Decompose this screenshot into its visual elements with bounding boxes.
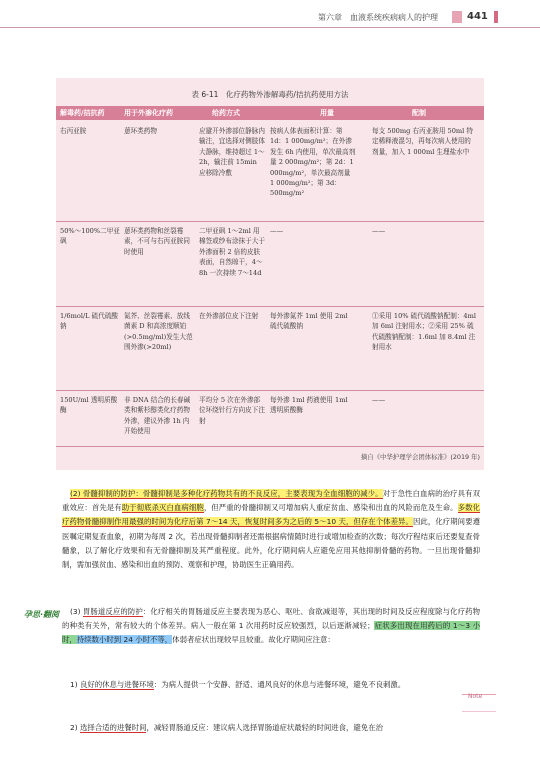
body-text: (3) — [70, 607, 83, 616]
table-source: 摘自《中华护理学会团体标准》(2019 年) — [360, 453, 480, 461]
table-cell: 右丙亚胺 — [60, 127, 87, 135]
table-cell: —— — [372, 396, 386, 404]
highlight-text: 助于彻底杀灭白血病细胞 — [121, 503, 204, 513]
table-cell: 按病人体表面积计算：第 1d：1 000mg/m²；在外渗发生 6h 内使用，单次最高剂量 2 000mg/m²；第 2d：1 000mg/m²，单次最高剂量 1 000mg/m²；第 3d：500mg/m² — [270, 127, 356, 198]
body-text: 体弱者症状出现较早且较重。故化疗期间应注意： — [172, 635, 335, 645]
col-header-route: 给药方式 — [212, 109, 240, 117]
table-caption: 表 6-11 化疗药物外渗解毒药/拮抗药使用方法 — [191, 90, 349, 99]
table-cell: 非 DNA 结合的长春碱类和紫杉醇类化疗药物外渗，建议外渗 1h 内开始使用 — [124, 396, 191, 436]
body-text: ，减轻胃肠道反应：建议病人选择胃肠道症状最轻的时间进食，避免在治 — [146, 723, 383, 732]
highlight-text: 多数化疗药物骨髓抑制作用最强的时间为化疗后第 7～14 天，恢复时间多为之后的 5～10 天，但存在个体差异。 — [62, 503, 480, 527]
table-cell: 蒽环类药物和丝裂霉素，不可与右丙亚胺同时使用 — [124, 227, 190, 256]
table-cell: 蒽环类药物 — [124, 127, 157, 135]
table-cell: 在外渗部位皮下注射 — [199, 312, 259, 320]
table-cell: 1/6mol/L 硫代硫酸钠 — [60, 312, 119, 331]
table-cell: —— — [270, 227, 284, 235]
body-text: ：为病人提供一个安静、舒适、通风良好的休息与进餐环境，避免不良刺激。 — [153, 680, 406, 689]
paragraph-bone-marrow — [62, 487, 480, 572]
highlight-text: (2) 骨髓抑制的防护：骨髓抑制是多种化疗药物共有的不良反应，主要表现为全血细胞的减少。 — [70, 489, 383, 498]
note-label: Note — [468, 693, 483, 700]
col-header-prep: 配制 — [412, 109, 426, 117]
chapter-title: 第六章 血液系统疾病病人的护理 — [318, 13, 438, 22]
table-cell: 每外渗氮芥 1ml 使用 2ml 硫代硫酸钠 — [270, 312, 348, 331]
table-cell: ①采用 10% 硫代硫酸钠配制：4ml 加 6ml 注射用水；②采用 25% 硫代硫酸钠配制：1.6ml 加 8.4ml 注射用水 — [372, 312, 476, 352]
table-cell: —— — [372, 227, 386, 235]
header-pink-block — [452, 11, 462, 23]
paragraph-meal-time — [62, 721, 458, 735]
col-header-dose: 用量 — [320, 109, 334, 117]
paragraph-environment — [62, 678, 458, 692]
body-text: 对于急性白血病的治疗具有双重效应：首先是有 — [62, 489, 480, 513]
underlined-text: 良好的休息与进餐环境 — [79, 680, 154, 689]
paragraph-gi-reaction — [62, 605, 480, 648]
table-row-divider — [56, 306, 484, 307]
underlined-text: 选择合适的进餐时间 — [79, 723, 147, 732]
body-text: 因此，化疗期间要遵医嘱定期复查血象，初期为每周 2 次，若出现骨髓抑制者还需根据病情随时进行或增加检查的次数；每次疗程结束后还要复查骨髓象，以了解化疗效果和有无骨髓抑制及其严重程度。此外，化疗期间病人应避免应用其他抑制骨髓的药物。一旦出现骨髓抑制，需加强贫血、感染和出血的预防、观察和护理，协助医生正确用药。 — [62, 517, 480, 570]
table-cell: 每外渗 1ml 药液使用 1ml 透明质酸酶 — [270, 396, 348, 415]
highlight-text: 持续数小时到 24 小时不等， — [76, 635, 173, 645]
table-row-divider — [56, 221, 484, 222]
table-cell: 应避开外渗部位静脉内输注，宜选择对侧肢体大静脉，维持超过 1～2h，输注前 15min 应移除冷敷 — [199, 127, 265, 177]
header-mark — [494, 11, 498, 23]
handwritten-margin-note: 孕思·翻阅 — [24, 610, 60, 619]
body-text: ，但严重的骨髓抑制又可增加病人重症贫血、感染和出血的风险而危及生命。 — [203, 503, 458, 513]
table-cell: 氮芥、丝裂霉素、放线菌素 D 和高浓度顺铂(>0.5mg/ml)发生大范围外渗(>20ml) — [124, 312, 193, 352]
table-row-divider — [56, 390, 484, 391]
table-cell: 二甲亚砜 1～2ml 用棉签或纱布涂抹于大于外渗面积 2 倍的皮肤表面，自然晾干，4～8h 一次持续 7～14d — [199, 227, 265, 277]
col-header-antidote: 解毒药/拮抗药 — [60, 109, 105, 117]
body-text: ：化疗相关的胃肠道反应主要表现为恶心、呕吐、食欲减退等，其出现的时间及反应程度除与化疗药物的种类有关外，常有较大的个体差异。病人一般在第 1 次用药时反应较强烈，以后逐渐减轻； — [62, 607, 480, 631]
header-rule — [0, 27, 540, 28]
table-cell: 每支 500mg 右丙亚胺用 50ml 特定稀释液混匀，再每次病人使用的剂量，加入 1 000ml 生理盐水中 — [372, 127, 473, 156]
table-cell: 50%～100%二甲亚砜 — [60, 227, 120, 246]
table-cell: 150U/ml 透明质酸酶 — [60, 396, 118, 415]
note-line — [462, 711, 496, 712]
table-cell: 平均分 5 次在外渗部位环绕针行方向皮下注射 — [199, 396, 265, 425]
page-number: 441 — [467, 11, 488, 22]
highlight-text: 症状多出现在用药后的 1～3 小时， — [62, 621, 481, 645]
body-text: 1) — [70, 680, 80, 689]
underlined-text: 胃肠道反应的防护 — [82, 607, 143, 616]
body-text: 2) — [70, 723, 80, 732]
table-bottom-rule — [56, 446, 484, 447]
col-header-drug: 用于外渗化疗药 — [124, 109, 173, 117]
